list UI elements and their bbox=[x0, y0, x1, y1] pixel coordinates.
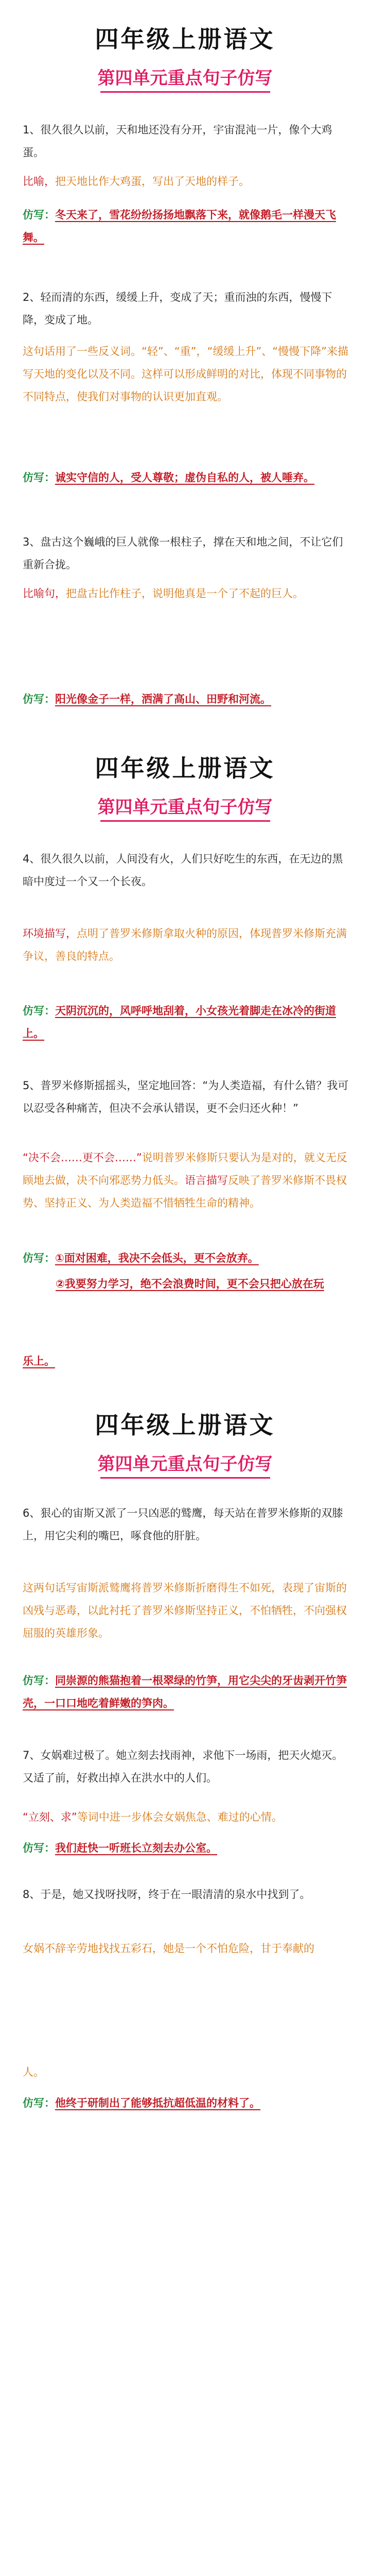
mimic-label: 仿写： bbox=[23, 471, 55, 484]
analysis-5 bbox=[23, 1146, 350, 1214]
analysis-label: 环境描写， bbox=[23, 927, 77, 940]
mimic-text-1: ①面对困难，我决不会低头，更不会放弃。 bbox=[55, 1252, 259, 1264]
analysis-text: 把天地比作大鸡蛋，写出了天地的样子。 bbox=[55, 175, 250, 188]
mimic-text-3: 乐上。 bbox=[23, 1355, 55, 1367]
subtitle-underline bbox=[100, 91, 270, 93]
sentence-8: 8、于是，她又找呀找呀，终于在一眼清清的泉水中找到了。 bbox=[23, 1888, 311, 1901]
page-subtitle: 第四单元重点句子仿写 bbox=[97, 797, 273, 818]
page-subtitle: 第四单元重点句子仿写 bbox=[97, 1454, 273, 1475]
mimic-text: 我们赶快一听班长立刻去办公室。 bbox=[55, 1842, 217, 1854]
mimic-label: 仿写： bbox=[23, 209, 55, 221]
analysis-quote: “决不会……更不会……” bbox=[23, 1151, 142, 1164]
analysis-text: 说明普罗米修斯只要认为是对的，就义无反顾地去做，决不向邪恶势力低头。 bbox=[23, 1151, 347, 1187]
sentence-4: 4、很久很久以前，人间没有火，人们只好吃生的东西，在无边的黑暗中度过一个又一个长夜。 bbox=[23, 853, 343, 888]
sentence-2: 2、轻而清的东西，缓缓上升，变成了天；重而浊的东西，慢慢下降，变成了地。 bbox=[23, 291, 332, 326]
mimic-2 bbox=[23, 466, 350, 489]
analysis-text-2: 反映了普罗米修斯不畏权势、坚持正义、为人类造福不惜牺牲生命的精神。 bbox=[23, 1174, 347, 1209]
sentence-6: 6、狠心的宙斯又派了一只凶恶的鹫鹰，每天站在普罗米修斯的双膝上，用它尖利的嘴巴，啄食他的肝脏。 bbox=[23, 1507, 343, 1542]
section-3-header bbox=[0, 1406, 370, 1479]
page-title: 四年级上册语文 bbox=[95, 1411, 275, 1439]
mimic-label: 仿写： bbox=[23, 1252, 55, 1264]
analysis-quote: “立刻、求” bbox=[23, 1811, 77, 1823]
section-1-header bbox=[0, 21, 370, 93]
mimic-text: 同崇源的熊猫抱着一根翠绿的竹笋，用它尖尖的牙齿剥开竹笋壳，一口口地吃着鲜嫩的笋肉。 bbox=[23, 1674, 347, 1709]
page-title: 四年级上册语文 bbox=[95, 754, 275, 782]
sentence-3: 3、盘古这个巍峨的巨人就像一根柱子，撑在天和地之间，不让它们重新合拢。 bbox=[23, 536, 343, 571]
mimic-label: 仿写： bbox=[23, 693, 55, 705]
analysis-3 bbox=[23, 582, 350, 605]
analysis-4 bbox=[23, 922, 350, 968]
mimic-1 bbox=[23, 204, 350, 249]
subtitle-underline bbox=[100, 820, 270, 822]
analysis-text: 等词中进一步体会女娲焦急、难过的心情。 bbox=[77, 1811, 283, 1823]
mimic-5-line-3 bbox=[23, 1350, 350, 1372]
mimic-text-2: ②我要努力学习，绝不会浪费时间，更不会只把心放在玩 bbox=[56, 1278, 324, 1290]
mimic-3 bbox=[23, 688, 350, 710]
mimic-6 bbox=[23, 1669, 350, 1715]
mimic-4 bbox=[23, 999, 350, 1045]
analysis-text: 把盘古比作柱子，说明他真是一个了不起的巨人。 bbox=[66, 587, 304, 600]
mimic-text: 冬天来了，雪花纷纷扬扬地飘落下来，就像鹅毛一样漫天飞舞。 bbox=[23, 209, 336, 244]
analysis-label: 比喻句， bbox=[23, 587, 66, 600]
analysis-8: 女娲不辞辛劳地找找五彩石，她是一个不怕危险，甘于奉献的 bbox=[23, 1942, 314, 1955]
mimic-text: 天阴沉沉的，风呼呼地刮着，小女孩光着脚走在冰冷的街道上。 bbox=[23, 1005, 336, 1040]
analysis-6: 这两句话写宙斯派鹫鹰将普罗米修斯折磨得生不如死，表现了宙斯的凶残与恶毒，以此衬托了普罗米修斯坚持正义，不怕牺牲，不向强权屈服的英雄形象。 bbox=[23, 1582, 347, 1639]
analysis-8-end: 人。 bbox=[23, 2066, 44, 2078]
mimic-label: 仿写： bbox=[23, 1842, 55, 1854]
subtitle-underline bbox=[100, 1477, 270, 1479]
mimic-label: 仿写： bbox=[23, 1674, 55, 1687]
analysis-1 bbox=[23, 170, 350, 193]
analysis-label: 语言描写 bbox=[185, 1174, 228, 1187]
analysis-label: 比喻， bbox=[23, 175, 55, 188]
analysis-2: 这句话用了一些反义词。“轻”、“重”，“缓缓上升”、“慢慢下降”来描写天地的变化以及不同。这样可以形成鲜明的对比，体现不同事物的不同特点，使我们对事物的认识更加直观。 bbox=[23, 345, 349, 403]
sentence-1: 1、很久很久以前，天和地还没有分开，宇宙混沌一片，像个大鸡蛋。 bbox=[23, 124, 332, 159]
mimic-7 bbox=[23, 1837, 350, 1859]
section-2-header bbox=[0, 750, 370, 822]
page-title: 四年级上册语文 bbox=[95, 25, 275, 53]
mimic-text: 他终于研制出了能够抵抗超低温的材料了。 bbox=[55, 2097, 260, 2109]
mimic-5-line-2 bbox=[23, 1273, 350, 1295]
mimic-8 bbox=[23, 2092, 350, 2114]
analysis-text: 点明了普罗米修斯拿取火种的原因，体现普罗米修斯充满争议，善良的特点。 bbox=[23, 927, 347, 962]
mimic-label: 仿写： bbox=[23, 1005, 55, 1017]
mimic-5 bbox=[23, 1247, 350, 1269]
analysis-7 bbox=[23, 1806, 350, 1828]
sentence-7: 7、女娲难过极了。她立刻去找雨神，求他下一场雨，把天火熄灭。又适了前，好救出掉入在洪水中的人们。 bbox=[23, 1749, 343, 1784]
mimic-text: 阳光像金子一样，洒满了高山、田野和河流。 bbox=[55, 693, 271, 705]
mimic-label: 仿写： bbox=[23, 2097, 55, 2109]
page-subtitle: 第四单元重点句子仿写 bbox=[97, 68, 273, 89]
mimic-text: 诚实守信的人，受人尊敬；虚伪自私的人，被人唾弃。 bbox=[55, 471, 314, 484]
sentence-5: 5、普罗米修斯摇摇头，坚定地回答：“为人类造福，有什么错？我可以忍受各种痛苦，但决不会承认错误，更不会归还火种！” bbox=[23, 1079, 349, 1114]
